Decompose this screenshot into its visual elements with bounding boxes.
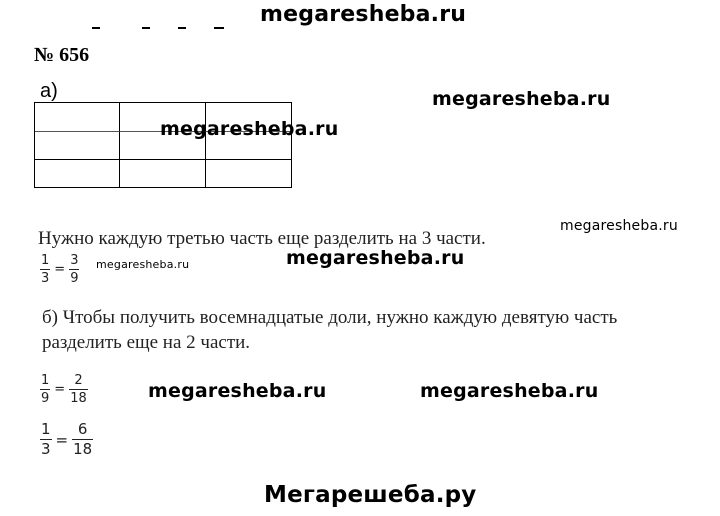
equation-one-third-eighteenths (40, 422, 93, 457)
part-b-explanation-line2: разделить еще на 2 части. (42, 332, 251, 353)
fraction (40, 422, 52, 457)
equals-sign: = (55, 430, 69, 449)
watermark: megaresheba.ru (148, 380, 327, 402)
numerator: 1 (41, 253, 50, 268)
denominator: 18 (70, 391, 87, 406)
part-a-label: а) (40, 80, 58, 102)
numerator: 1 (41, 420, 51, 438)
watermark: megaresheba.ru (432, 88, 611, 110)
fraction-bar (69, 269, 79, 270)
watermark-bottom: Мегарешеба.ру (264, 482, 477, 508)
cut-off-text-remnant (92, 24, 232, 32)
table-cell (120, 159, 205, 187)
equation-one-third (40, 254, 79, 285)
fraction-bar (40, 389, 50, 390)
table-cell (35, 159, 120, 187)
fraction (69, 254, 79, 285)
part-a-explanation: Нужно каждую третью часть еще разделить на 3 части. (38, 228, 486, 249)
equation-one-ninth (40, 374, 88, 405)
watermark: megaresheba.ru (160, 118, 339, 140)
equals-sign: = (54, 382, 66, 397)
fraction (40, 374, 50, 405)
watermark: megaresheba.ru (286, 247, 465, 269)
fraction (72, 422, 93, 457)
denominator: 9 (41, 391, 50, 406)
denominator: 3 (41, 440, 51, 458)
fraction (69, 374, 88, 405)
numerator: 2 (74, 373, 83, 388)
denominator: 3 (41, 271, 50, 286)
part-b-explanation-line1: б) Чтобы получить восемнадцатые доли, нужно каждую девятую часть (42, 307, 618, 328)
fraction (40, 254, 50, 285)
numerator: 3 (70, 253, 79, 268)
table-cell (35, 103, 120, 131)
watermark: megaresheba.ru (560, 218, 678, 234)
watermark: megaresheba.ru (420, 380, 599, 402)
fraction-bar (40, 269, 50, 270)
equals-sign: = (54, 262, 66, 277)
task-number: № 656 (34, 44, 90, 66)
watermark: megaresheba.ru (96, 258, 190, 271)
numerator: 6 (77, 420, 88, 438)
division-table (34, 102, 292, 188)
denominator: 9 (70, 271, 79, 286)
watermark-top: megaresheba.ru (260, 2, 467, 27)
table-cell (35, 131, 120, 159)
fraction-bar (69, 389, 88, 390)
table-cell (206, 159, 291, 187)
denominator: 18 (73, 440, 93, 458)
numerator: 1 (41, 373, 50, 388)
